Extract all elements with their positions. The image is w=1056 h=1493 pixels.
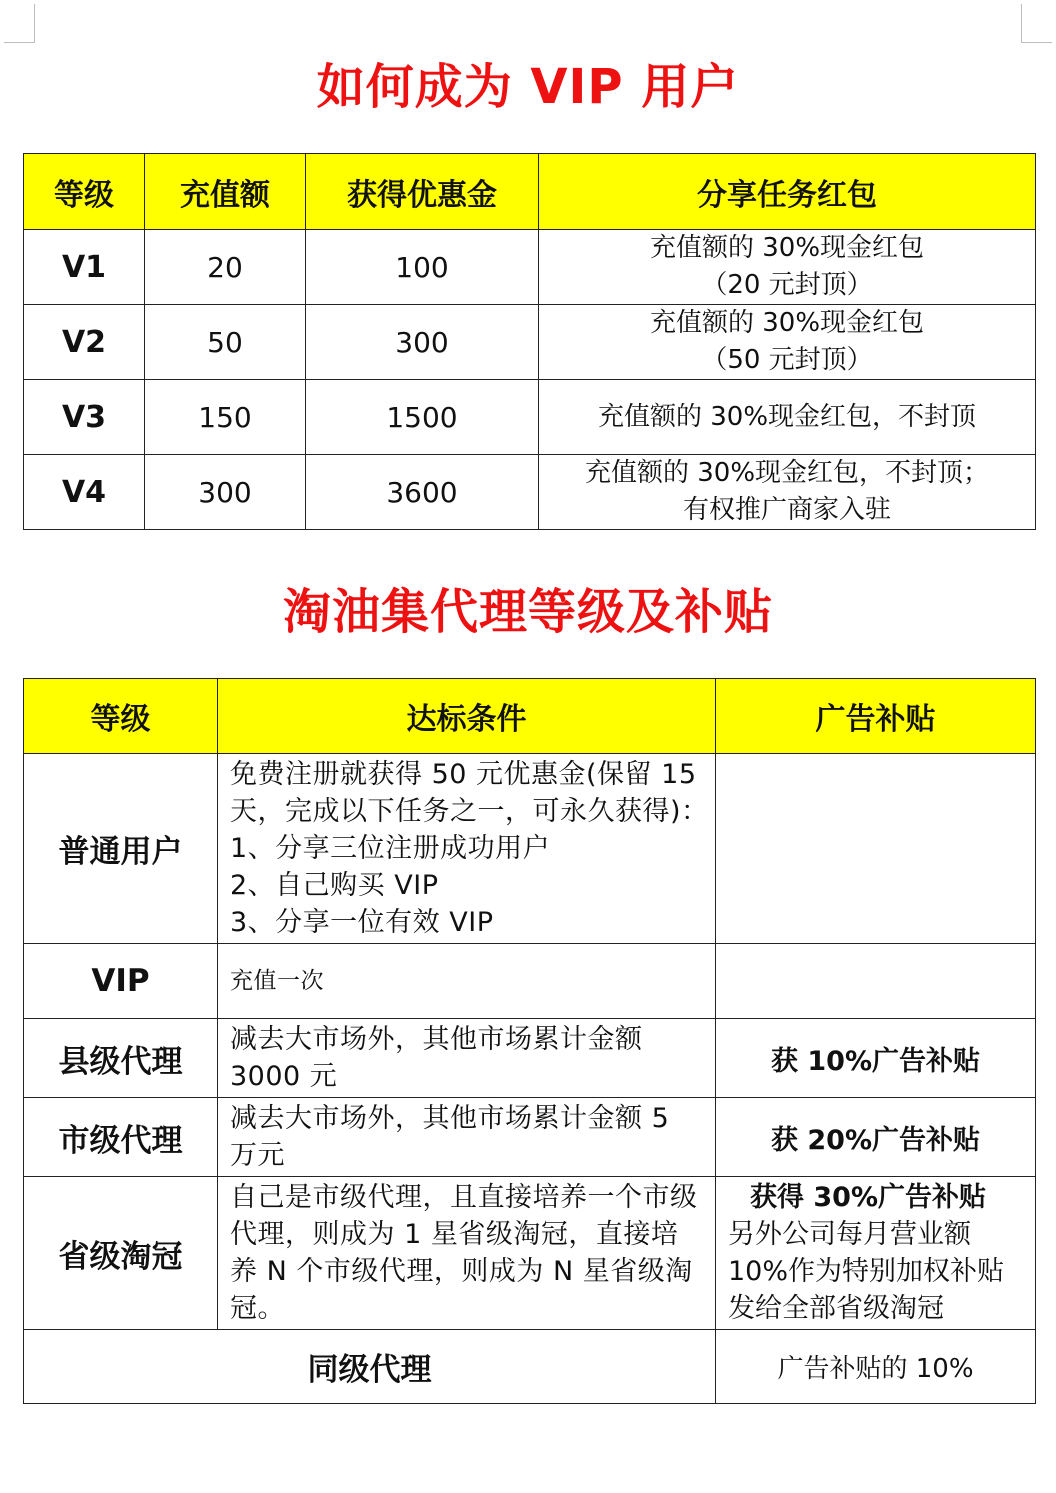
header-share-reward: 分享任务红包 — [539, 154, 1036, 230]
condition-line: 冠。 — [230, 1293, 285, 1324]
header-level: 等级 — [24, 679, 218, 754]
reward-cell — [539, 380, 1036, 455]
level-cell: 县级代理 — [24, 1019, 218, 1098]
subsidy-cell — [716, 754, 1036, 944]
level-cell: 省级淘冠 — [24, 1177, 218, 1330]
table-row — [24, 305, 1036, 380]
amount-cell: 150 — [145, 380, 306, 455]
page-corner-mark-left — [4, 4, 35, 43]
level-cell: 市级代理 — [24, 1098, 218, 1177]
condition-line: 自己是市级代理，且直接培养一个市级 — [230, 1182, 698, 1213]
reward-cell — [539, 305, 1036, 380]
agent-table — [23, 678, 1036, 1404]
subsidy-cell — [716, 1177, 1036, 1330]
reward-cell — [539, 230, 1036, 305]
level-cell: VIP — [24, 944, 218, 1019]
condition-line: 2、自己购买 VIP — [230, 870, 439, 901]
peer-agent-subsidy: 广告补贴的 10% — [716, 1330, 1036, 1404]
table-footer-row — [24, 1330, 1036, 1404]
condition-line: 减去大市场外，其他市场累计金额 — [230, 1024, 643, 1055]
bonus-cell: 1500 — [306, 380, 539, 455]
table-row — [24, 1098, 1036, 1177]
header-subsidy: 广告补贴 — [716, 679, 1036, 754]
amount-cell: 300 — [145, 455, 306, 530]
reward-line: 充值额的 30%现金红包 — [649, 233, 925, 263]
condition-cell — [218, 1098, 716, 1177]
condition-line: 天，完成以下任务之一，可永久获得)： — [230, 796, 709, 827]
reward-cell — [539, 455, 1036, 530]
subsidy-line: 另外公司每月营业额 — [728, 1219, 971, 1250]
table-row — [24, 754, 1036, 944]
condition-line: 充值一次 — [230, 967, 324, 994]
condition-line: 代理，则成为 1 星省级淘冠，直接培 — [230, 1219, 679, 1250]
table-row — [24, 1177, 1036, 1330]
subsidy-cell: 获 20%广告补贴 — [716, 1098, 1036, 1177]
header-amount: 充值额 — [145, 154, 306, 230]
level-cell: V3 — [24, 380, 145, 455]
subsidy-bold-line: 获得 30%广告补贴 — [750, 1182, 987, 1213]
condition-line: 万元 — [230, 1140, 285, 1171]
bonus-cell: 100 — [306, 230, 539, 305]
amount-cell: 50 — [145, 305, 306, 380]
vip-table-header — [24, 154, 1036, 230]
condition-cell — [218, 1177, 716, 1330]
agent-table-header — [24, 679, 1036, 754]
subsidy-cell: 获 10%广告补贴 — [716, 1019, 1036, 1098]
bonus-cell: 300 — [306, 305, 539, 380]
amount-cell: 20 — [145, 230, 306, 305]
table-row — [24, 1019, 1036, 1098]
subsidy-line: 发给全部省级淘冠 — [728, 1293, 944, 1324]
level-cell: V4 — [24, 455, 145, 530]
reward-line: 有权推广商家入驻 — [682, 495, 891, 525]
condition-line: 3、分享一位有效 VIP — [230, 907, 494, 938]
header-condition: 达标条件 — [218, 679, 716, 754]
peer-agent-label: 同级代理 — [24, 1330, 716, 1404]
header-bonus: 获得优惠金 — [306, 154, 539, 230]
table-row — [24, 944, 1036, 1019]
level-cell: 普通用户 — [24, 754, 218, 944]
page-corner-mark-right — [1021, 4, 1052, 43]
table-row — [24, 230, 1036, 305]
agent-title: 淘油集代理等级及补贴 — [282, 584, 773, 640]
condition-line: 1、分享三位注册成功用户 — [230, 833, 551, 864]
subsidy-cell — [716, 944, 1036, 1019]
condition-cell — [218, 754, 716, 944]
table-row — [24, 380, 1036, 455]
subsidy-line: 10%作为特别加权补贴 — [728, 1256, 1005, 1287]
reward-line: （20 元封顶） — [701, 270, 873, 300]
reward-line: 充值额的 30%现金红包，不封顶； — [584, 458, 990, 488]
reward-line: 充值额的 30%现金红包，不封顶 — [597, 401, 977, 432]
condition-cell — [218, 1019, 716, 1098]
level-cell: V2 — [24, 305, 145, 380]
vip-title: 如何成为 VIP 用户 — [316, 59, 740, 115]
reward-line: （50 元封顶） — [701, 345, 873, 375]
header-level: 等级 — [24, 154, 145, 230]
level-cell: V1 — [24, 230, 145, 305]
condition-cell — [218, 944, 716, 1019]
condition-line: 免费注册就获得 50 元优惠金(保留 15 — [230, 759, 697, 790]
condition-line: 3000 元 — [230, 1061, 338, 1092]
vip-table — [23, 153, 1036, 530]
condition-line: 减去大市场外，其他市场累计金额 5 — [230, 1103, 670, 1134]
table-row — [24, 455, 1036, 530]
bonus-cell: 3600 — [306, 455, 539, 530]
condition-line: 养 N 个市级代理，则成为 N 星省级淘 — [230, 1256, 693, 1287]
reward-line: 充值额的 30%现金红包 — [649, 308, 925, 338]
